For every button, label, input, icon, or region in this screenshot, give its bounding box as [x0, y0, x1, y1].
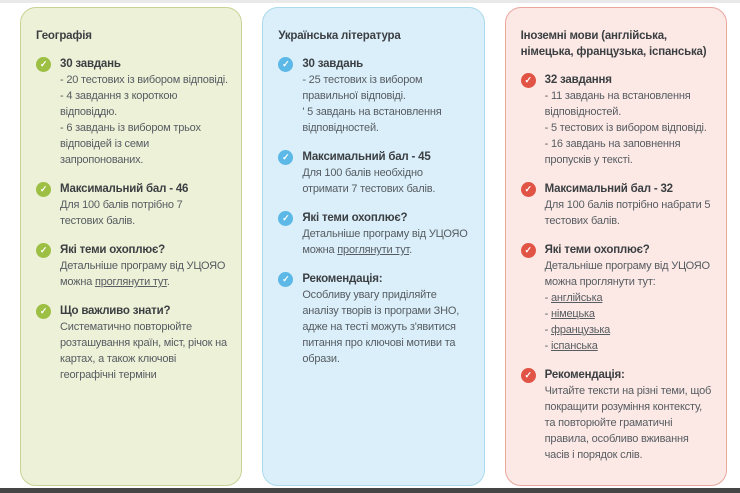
bullet-line: Особливу увагу приділяйте аналізу творів із програми ЗНО, адже на тесті можуть з'явитися питання про ключові мотиви та образи. — [302, 289, 460, 365]
bullet-line: - 5 тестових із вибором відповіді. — [544, 122, 707, 134]
bullet-line: Для 100 балів потрібно набрати 5 тестових балів. — [544, 199, 711, 227]
bullet-line: Читайте тексти на різні теми, щоб покращити розуміння контексту, та повторюйте граматичні правила, особливо вживання часів і порядок слів. — [544, 385, 712, 461]
check-icon: ✓ — [36, 182, 51, 197]
bullet-topics — [278, 210, 470, 258]
english-program-link[interactable]: англійська — [550, 292, 603, 304]
bullet-line: - 25 тестових із вибором правильної відповіді. — [302, 74, 423, 102]
bullet-max-score — [278, 149, 470, 197]
check-icon: ✓ — [36, 243, 51, 258]
check-icon: ✓ — [521, 73, 536, 88]
spanish-program-link[interactable]: іспанська — [550, 340, 598, 352]
bullet-line — [302, 226, 470, 258]
language-line — [545, 338, 713, 354]
language-line — [545, 322, 713, 338]
check-icon: ✓ — [521, 243, 536, 258]
bullet-body — [302, 210, 470, 258]
bullet-heading: 32 завдання — [544, 74, 612, 86]
bullet-line: Для 100 балів необхідно отримати 7 тестових балів. — [302, 167, 436, 195]
bullet-body — [302, 271, 470, 367]
check-icon: ✓ — [521, 182, 536, 197]
bullet-topics — [36, 242, 228, 290]
bullet-body — [302, 149, 470, 197]
bullet-body — [302, 56, 470, 136]
check-icon: ✓ — [521, 368, 536, 383]
bullet-line: Для 100 балів потрібно 7 тестових балів. — [60, 199, 183, 227]
bullet-body — [60, 303, 228, 383]
bullet-tasks — [521, 72, 713, 168]
subject-cards-row — [20, 7, 727, 486]
bullet-heading: 30 завдань — [60, 58, 121, 70]
bullet-heading: Які теми охоплює? — [302, 212, 408, 224]
bullet-topics — [521, 242, 713, 354]
foreign-languages-card — [505, 7, 727, 486]
text-segment: - — [544, 308, 551, 320]
bullet-heading: Які теми охоплює? — [544, 244, 650, 256]
language-line — [545, 306, 713, 322]
bullet-heading: Що важливо знати? — [60, 305, 171, 317]
text-segment: Детальніше програму від УЦОЯО можна — [302, 228, 468, 256]
card-title: Географія — [36, 30, 92, 42]
bullet-max-score — [521, 181, 713, 229]
bullet-tasks — [36, 56, 228, 168]
check-icon: ✓ — [278, 57, 293, 72]
check-icon: ✓ — [278, 150, 293, 165]
check-icon: ✓ — [36, 57, 51, 72]
bullet-line: Детальніше програму від УЦОЯО можна проглянути тут: — [544, 260, 710, 288]
bullet-tasks — [278, 56, 470, 136]
bullet-body — [60, 181, 228, 229]
bullet-body — [60, 56, 228, 168]
text-segment: . — [166, 276, 170, 288]
bullet-line: - 16 завдань на заповнення пропусків у тексті. — [544, 138, 681, 166]
text-segment: - — [544, 340, 551, 352]
check-icon: ✓ — [278, 211, 293, 226]
bullet-body — [545, 181, 713, 229]
bullet-body — [545, 72, 713, 168]
bullet-line: ' 5 завдань на встановлення відповідностей. — [302, 106, 442, 134]
window-bottom-edge — [0, 488, 740, 493]
bullet-body — [545, 367, 713, 463]
bullet-important — [36, 303, 228, 383]
view-program-link[interactable]: проглянути тут — [94, 276, 167, 288]
geography-card — [20, 7, 242, 486]
bullet-body — [60, 242, 228, 290]
check-icon: ✓ — [278, 272, 293, 287]
bullet-line — [60, 258, 228, 290]
bullet-heading: 30 завдань — [302, 58, 364, 70]
bullet-heading: Максимальний бал - 32 — [544, 183, 673, 195]
bullet-heading: Максимальний бал - 45 — [302, 151, 431, 163]
french-program-link[interactable]: французька — [550, 324, 611, 336]
bullet-heading: Рекомендація: — [544, 369, 625, 381]
card-title: Іноземні мови (англійська, німецька, французька, іспанська) — [520, 30, 707, 58]
bullet-heading: Максимальний бал - 46 — [60, 183, 189, 195]
check-icon: ✓ — [36, 304, 51, 319]
window-top-edge — [0, 0, 740, 3]
bullet-line: - 11 завдань на встановлення відповідностей. — [544, 90, 691, 118]
bullet-recommendation — [278, 271, 470, 367]
card-title: Українська література — [278, 30, 401, 42]
text-segment: . — [409, 244, 412, 256]
ukrainian-literature-card — [262, 7, 484, 486]
text-segment: - — [544, 292, 551, 304]
bullet-max-score — [36, 181, 228, 229]
bullet-line: - 20 тестових із вибором відповіді. — [60, 74, 228, 86]
bullet-line: Систематично повторюйте розташування країн, міст, річок на картах, а також ключові географічні терміни — [60, 321, 227, 381]
bullet-line: - 4 завдання з короткою відповіддю. — [60, 90, 178, 118]
view-program-link[interactable]: проглянути тут — [337, 244, 410, 256]
text-segment: - — [544, 324, 551, 336]
bullet-line: - 6 завдань із вибором трьох відповідей із семи запропонованих. — [60, 122, 201, 166]
bullet-body — [545, 242, 713, 354]
text-segment: Детальніше програму від УЦОЯО можна — [60, 260, 226, 288]
language-line — [545, 290, 713, 306]
bullet-recommendation — [521, 367, 713, 463]
bullet-heading: Рекомендація: — [302, 273, 383, 285]
german-program-link[interactable]: німецька — [550, 308, 595, 320]
bullet-heading: Які теми охоплює? — [60, 244, 165, 256]
